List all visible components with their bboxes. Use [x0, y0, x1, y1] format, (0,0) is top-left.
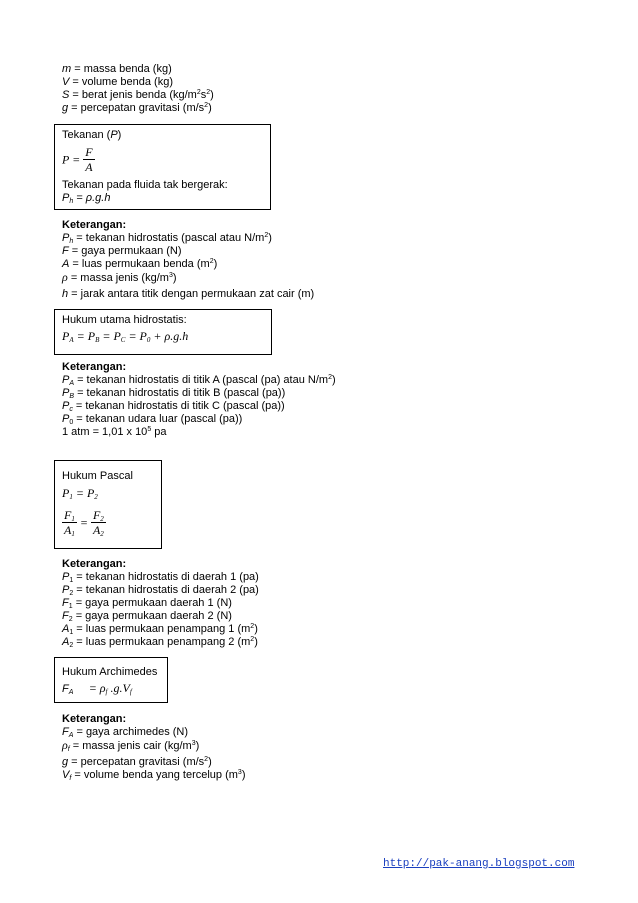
fluid-label: Tekanan pada fluida tak bergerak: — [62, 179, 228, 191]
def-v: V = volume benda (kg) — [62, 76, 173, 88]
ket3-line6: $A_2$ = luas permukaan penampang 2 $(m^2)$ — [62, 636, 258, 649]
ket1-line1: $P_h$ = tekanan hidrostatis (pascal atau $N/m^2$) — [62, 232, 272, 245]
tekanan-title: Tekanan (P) — [62, 129, 122, 141]
ket4-line1: $F_A$ = gaya archimedes (N) — [62, 726, 189, 739]
tekanan-box — [54, 124, 271, 210]
ket1-line5: h = jarak antara titik dengan permukaan zat cair (m) — [62, 288, 315, 300]
ket3-line5: $A_1$ = luas permukaan penampang 1 $(m^2)$ — [62, 623, 258, 636]
ket2-line4: $P_0$ = tekanan udara luar (pascal (pa)) — [62, 413, 243, 426]
ket1-line3: A = luas permukaan benda $(m^2)$ — [62, 258, 218, 270]
hidrostatis-title: Hukum utama hidrostatis: — [62, 314, 187, 326]
footer-blog-link[interactable]: http://pak-anang.blogspot.com — [383, 858, 575, 870]
pascal-title: Hukum Pascal — [62, 470, 133, 482]
ph-formula: $P_h = \rho.g.h$ — [62, 192, 111, 205]
hidrostatis-box — [54, 309, 272, 355]
keterangan-heading-3: Keterangan: — [62, 558, 127, 570]
pascal-eq1: $P_1 = P_2$ — [62, 486, 98, 501]
archimedes-title: Hukum Archimedes — [62, 666, 158, 678]
ket1-line2: F = gaya permukaan (N) — [62, 245, 182, 257]
ket3-line2: $P_2$ = tekanan hidrostatis di daerah 2 (pa) — [62, 584, 259, 597]
archimedes-formula: $F_A$ = $\rho_f$ $.g.V_f$ — [62, 681, 132, 696]
ket2-line5: 1 atm = 1,01 x $10^5$ pa — [62, 426, 167, 438]
pascal-box — [54, 460, 162, 549]
ket3-line4: $F_2$ = gaya permukaan daerah 2 (N) — [62, 610, 232, 623]
def-s: S = berat jenis benda $(kg/m^2s^2)$ — [62, 89, 214, 101]
keterangan-heading-4: Keterangan: — [62, 713, 127, 725]
ket4-line3: g = percepatan gravitasi $(m/s^2)$ — [62, 756, 212, 768]
keterangan-heading-1: Keterangan: — [62, 219, 127, 231]
ket2-line3: $P_c$ = tekanan hidrostatis di titik C (pascal (pa)) — [62, 400, 285, 413]
ket3-line1: $P_1$ = tekanan hidrostatis di daerah 1 (pa) — [62, 571, 259, 584]
hidrostatis-formula: $P_A = P_B = P_C = P_0 + \rho.g.h$ — [62, 329, 189, 344]
ket2-line1: $P_A$ = tekanan hidrostatis di titik A (pascal (pa) atau $N/m^2$) — [62, 374, 336, 387]
def-g: g = percepatan gravitasi $(m/s^2)$ — [62, 102, 212, 114]
ket1-line4: ρ = massa jenis $(kg/m^3)$ — [62, 270, 177, 284]
ket4-line4: $V_f$ = volume benda yang tercelup $(m^3)$ — [62, 769, 246, 782]
ket2-line2: $P_B$ = tekanan hidrostatis di titik B (pascal (pa)) — [62, 387, 286, 400]
archimedes-box — [54, 657, 168, 703]
keterangan-heading-2: Keterangan: — [62, 361, 127, 373]
ket3-line3: $F_1$ = gaya permukaan daerah 1 (N) — [62, 597, 232, 610]
pascal-eq2: $\frac{F_1}{A_1}$ = $\frac{F_2}{A_2}$ — [64, 508, 104, 538]
def-m: m = massa benda (kg) — [62, 63, 172, 75]
tekanan-formula: P = $\frac{F}{A}$ — [62, 145, 93, 174]
ket4-line2: $\rho_f$ = massa jenis cair $(kg/m^3)$ — [62, 738, 200, 753]
